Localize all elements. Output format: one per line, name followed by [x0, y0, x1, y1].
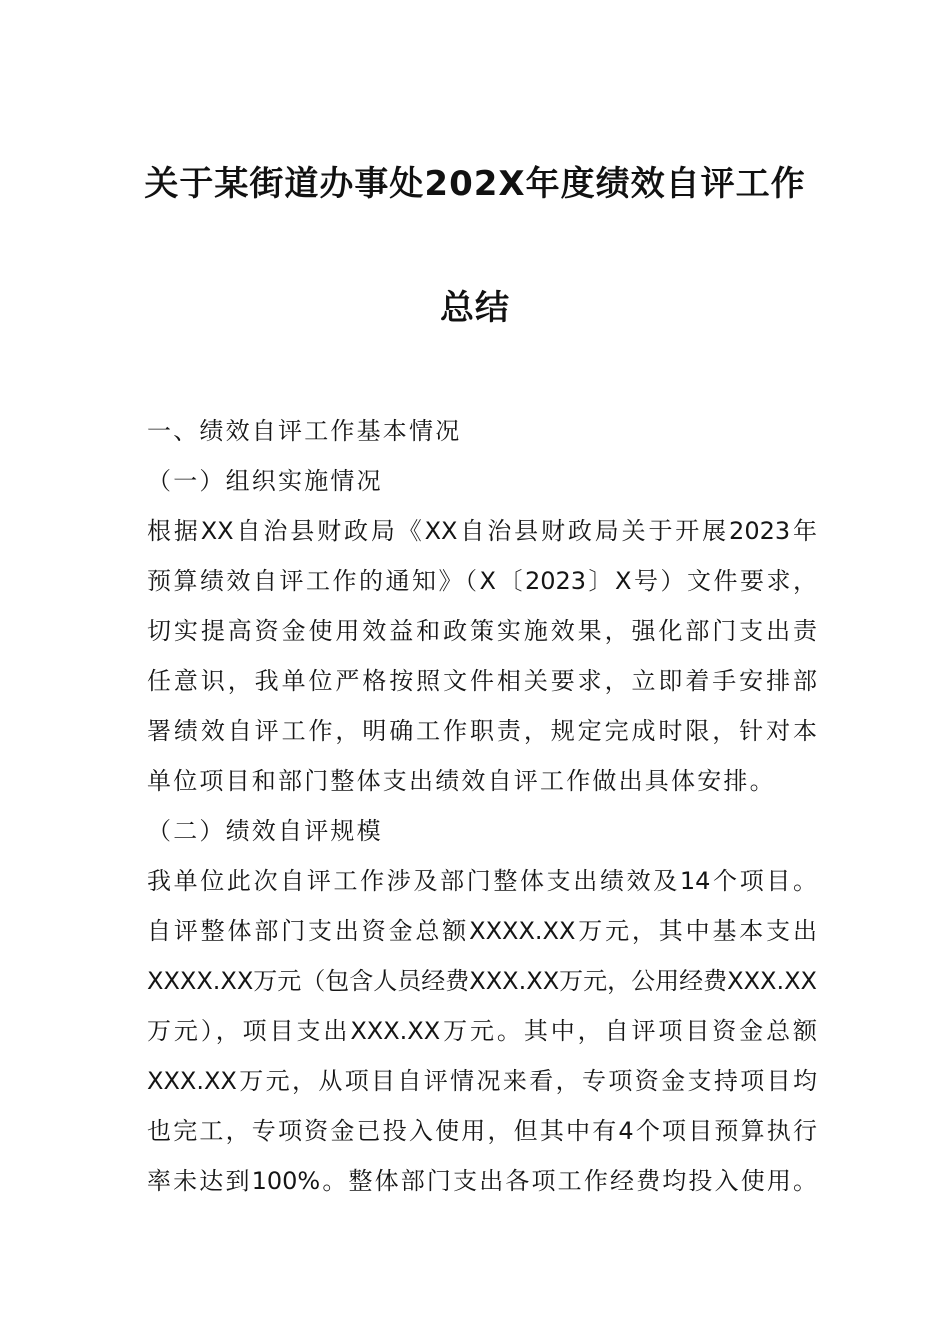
paragraph-line: 切实提高资金使用效益和政策实施效果，强化部门支出责 — [147, 617, 817, 645]
document-title-line-2: 总结 — [440, 288, 510, 328]
document-title-line-1: 关于某街道办事处202X年度绩效自评工作 — [144, 164, 806, 204]
document-body — [147, 406, 817, 1206]
paragraph-line: 预算绩效自评工作的通知》（X〔2023〕X号）文件要求， — [147, 567, 817, 595]
paragraph-line: XXX.XX万元，从项目自评情况来看，专项资金支持项目均 — [147, 1067, 817, 1095]
paragraph-line: XXXX.XX万元（包含人员经费XXX.XX万元，公用经费XXX.XX — [147, 967, 817, 995]
paragraph-line: 率未达到100%。整体部门支出各项工作经费均投入使用。 — [147, 1167, 817, 1195]
paragraph-line: 自评整体部门支出资金总额XXXX.XX万元，其中基本支出 — [147, 917, 817, 945]
paragraph-line: 也完工，专项资金已投入使用，但其中有4个项目预算执行 — [147, 1117, 817, 1145]
paragraph-line: 万元），项目支出XXX.XX万元。其中，自评项目资金总额 — [147, 1017, 817, 1045]
subsection-heading: （一）组织实施情况 — [147, 467, 383, 495]
paragraph-line: 单位项目和部门整体支出绩效自评工作做出具体安排。 — [147, 767, 776, 795]
paragraph-line: 我单位此次自评工作涉及部门整体支出绩效及14个项目。 — [147, 867, 817, 895]
paragraph-line: 任意识，我单位严格按照文件相关要求，立即着手安排部 — [147, 667, 817, 695]
subsection-heading: （二）绩效自评规模 — [147, 817, 383, 845]
section-heading: 一、绩效自评工作基本情况 — [147, 417, 462, 445]
paragraph-line: 根据XX自治县财政局《XX自治县财政局关于开展2023年 — [147, 517, 817, 545]
paragraph-line: 署绩效自评工作，明确工作职责，规定完成时限，针对本 — [147, 717, 817, 745]
